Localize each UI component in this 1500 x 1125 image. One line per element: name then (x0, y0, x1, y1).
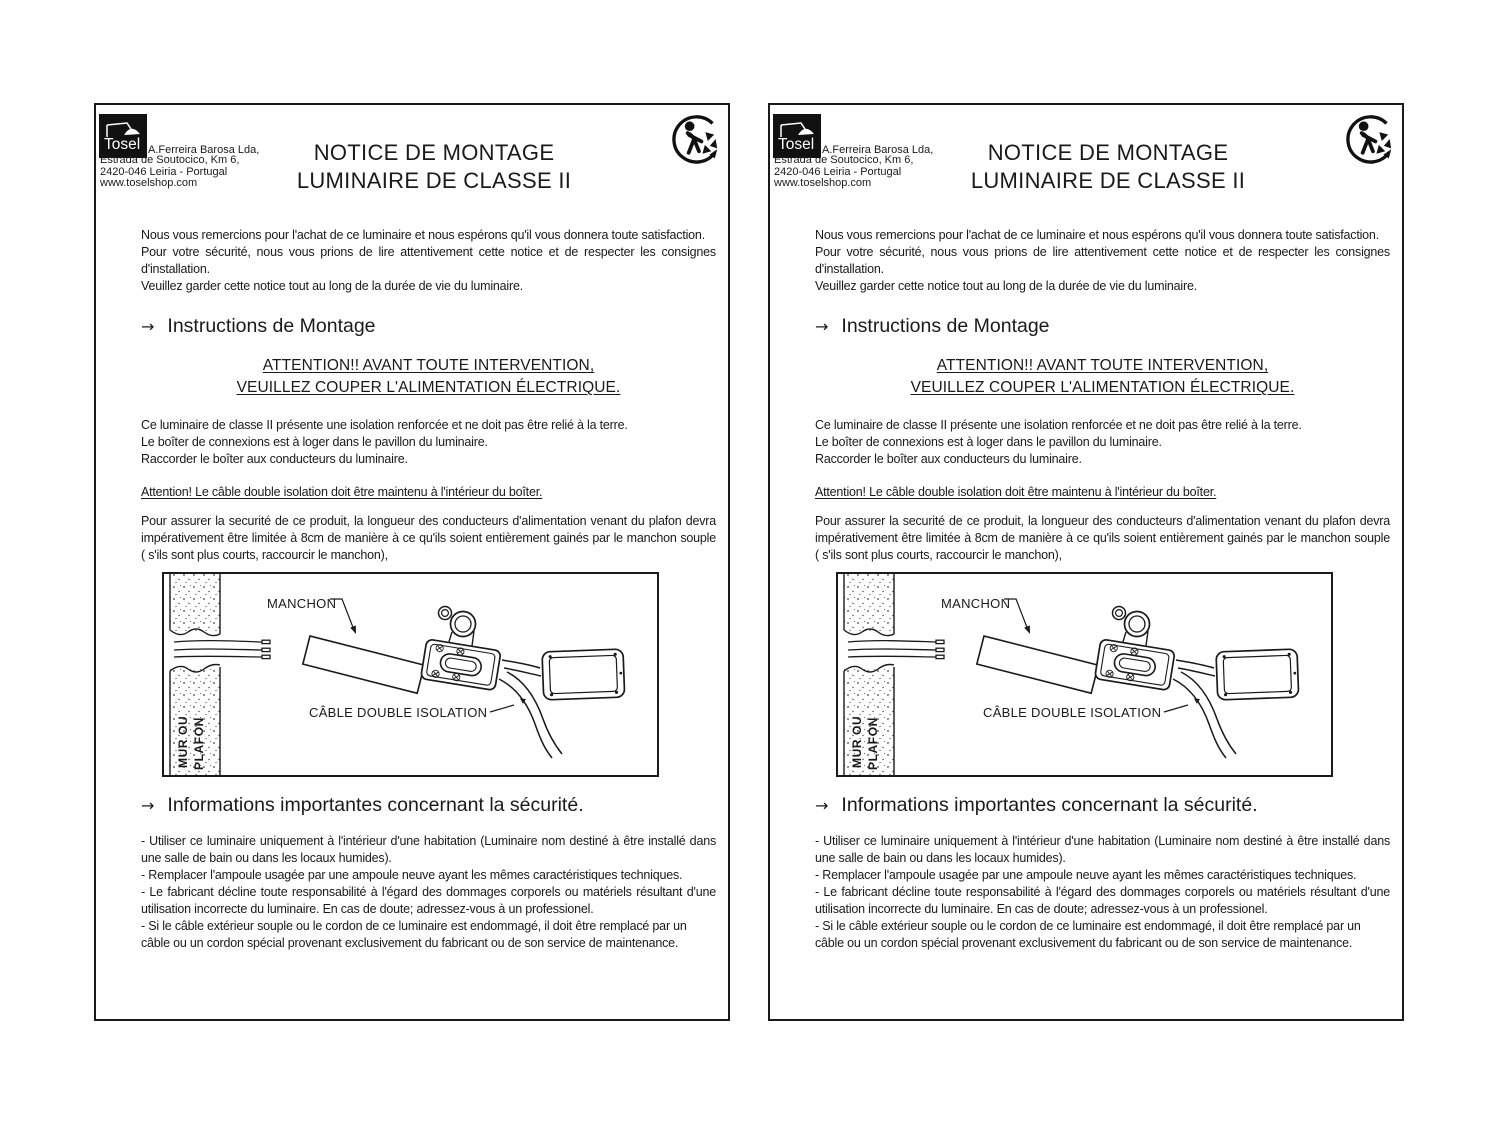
attention-warning (141, 355, 716, 399)
section-heading-security (815, 792, 1390, 818)
company-address-city: 2420-046 Leiria - Portugal (774, 165, 902, 178)
company-address-city: 2420-046 Leiria - Portugal (100, 165, 228, 178)
arrow-right-icon: → (141, 317, 155, 336)
notice-page (768, 103, 1404, 1021)
attention-warning-line2: VEUILLEZ COUPER L'ALIMENTATION ÉLECTRIQUE. (236, 379, 621, 396)
diagram-label-manchon: MANCHON (941, 596, 1011, 611)
safety-list (815, 833, 1390, 952)
class2-paragraph (815, 417, 1390, 468)
safety-item-4: - Si le câble extérieur souple ou le cordon de ce luminaire est endommagé, il doit être remplacé par un câble ou un cordon spécial provenant exclusivement du fabricant ou de son service de maintenance. (141, 919, 687, 950)
diagram-label-manchon: MANCHON (267, 596, 337, 611)
logo-brand-text: Tosel (778, 136, 815, 153)
document-title-line2: LUMINAIRE DE CLASSE II (296, 168, 572, 193)
intro-paragraph-3: Veuillez garder cette notice tout au long de la durée de vie du luminaire. (815, 279, 1197, 293)
section-heading-security-label: Informations importantes concernant la sécurité. (841, 794, 1258, 816)
installation-diagram (836, 572, 1333, 777)
page-content (96, 227, 728, 952)
safety-item-3: - Le fabricant décline toute responsabilité à l'égard des dommages corporels ou matériels résultant d'une utilisation incorrecte du luminaire. En cas de doute; adressez-vous à un professionel. (141, 885, 716, 916)
safety-item-4: - Si le câble extérieur souple ou le cordon de ce luminaire est endommagé, il doit être remplacé par un câble ou un cordon spécial provenant exclusivement du fabricant ou de son service de maintenance. (815, 919, 1361, 950)
attention-warning-line2: VEUILLEZ COUPER L'ALIMENTATION ÉLECTRIQUE. (910, 379, 1295, 396)
intro-paragraph-3: Veuillez garder cette notice tout au long de la durée de vie du luminaire. (141, 279, 523, 293)
attention-warning-line1: ATTENTION!! AVANT TOUTE INTERVENTION, (262, 357, 595, 374)
cable-warning: Attention! Le câble double isolation doit être maintenu à l'intérieur du boîter. (815, 485, 1217, 499)
safety-item-2: - Remplacer l'ampoule usagée par une ampoule neuve ayant les mêmes caractéristiques techniques. (141, 868, 683, 882)
page-header (96, 105, 728, 227)
logo-brand-text: Tosel (104, 136, 141, 153)
cover-box (1216, 649, 1299, 700)
triman-recycling-icon (1344, 112, 1399, 167)
notice-page (94, 103, 730, 1021)
arrow-right-icon: → (815, 317, 829, 336)
class2-line-2: Le boîter de connexions est à loger dans le pavillon du luminaire. (815, 435, 1162, 449)
cable-warning: Attention! Le câble double isolation doit être maintenu à l'intérieur du boîter. (141, 485, 543, 499)
tosel-logo (99, 114, 147, 158)
document-title (860, 139, 1356, 195)
intro-paragraph-2: Pour votre sécurité, nous vous prions de lire attentivement cette notice et de respecter les consignes d'installation. (815, 245, 1390, 276)
intro-paragraph-2: Pour votre sécurité, nous vous prions de lire attentivement cette notice et de respecter les consignes d'installation. (141, 245, 716, 276)
company-website: www.toselshop.com (774, 177, 872, 190)
intro-paragraph-1: Nous vous remercions pour l'achat de ce luminaire et nous espérons qu'il vous donnera toute satisfaction. (141, 228, 705, 242)
class2-line-1: Ce luminaire de classe II présente une isolation renforcée et ne doit pas être relié à la terre. (141, 418, 628, 432)
document-title (186, 139, 682, 195)
attention-warning (815, 355, 1390, 399)
safety-list (141, 833, 716, 952)
diagram-label-cable: CÂBLE DOUBLE ISOLATION (983, 705, 1162, 720)
safety-item-1: - Utiliser ce luminaire uniquement à l'intérieur d'une habitation (Luminaire nom destiné à être installé dans une salle de bain ou dans les locaux humides). (815, 834, 1390, 865)
arrow-right-icon: → (815, 796, 829, 815)
diagram-label-wall-line1: MUR OU (176, 715, 190, 768)
company-website: www.toselshop.com (100, 177, 198, 190)
diagram-label-wall-line1: MUR OU (850, 715, 864, 768)
diagram-label-wall-line2: PLAFON (192, 717, 206, 770)
company-name: A.Ferreira Barosa Lda, (822, 144, 934, 156)
section-heading-montage (141, 313, 716, 339)
page-header (770, 105, 1402, 227)
company-name: A.Ferreira Barosa Lda, (148, 144, 260, 156)
cover-box (542, 649, 625, 700)
section-heading-montage-label: Instructions de Montage (841, 315, 1050, 337)
page-content (770, 227, 1402, 952)
document-page-left (94, 103, 730, 1021)
document-title-line1: NOTICE DE MONTAGE (313, 140, 555, 165)
section-heading-security (141, 792, 716, 818)
arrow-right-icon: → (141, 796, 155, 815)
intro-paragraph-1: Nous vous remercions pour l'achat de ce luminaire et nous espérons qu'il vous donnera toute satisfaction. (815, 228, 1379, 242)
safety-item-3: - Le fabricant décline toute responsabilité à l'égard des dommages corporels ou matériels résultant d'une utilisation incorrecte du luminaire. En cas de doute; adressez-vous à un professionel. (815, 885, 1390, 916)
manchon-paragraph: Pour assurer la securité de ce produit, la longueur des conducteurs d'alimentation venant du plafon devra impérativement être limitée à 8cm de manière à ce qu'ils soient entièrement gainés par le manchon souple ( s'ils sont plus courts, raccourcir le manchon), (141, 514, 716, 562)
class2-line-2: Le boîter de connexions est à loger dans le pavillon du luminaire. (141, 435, 488, 449)
company-address-street: Estrada de Soutocico, Km 6, (100, 154, 240, 166)
class2-paragraph (141, 417, 716, 468)
document-title-line1: NOTICE DE MONTAGE (987, 140, 1229, 165)
class2-line-3: Raccorder le boîter aux conducteurs du luminaire. (141, 452, 408, 466)
section-heading-montage-label: Instructions de Montage (167, 315, 376, 337)
safety-item-2: - Remplacer l'ampoule usagée par une ampoule neuve ayant les mêmes caractéristiques techniques. (815, 868, 1357, 882)
section-heading-security-label: Informations importantes concernant la sécurité. (167, 794, 584, 816)
triman-recycling-icon (670, 112, 725, 167)
class2-line-1: Ce luminaire de classe II présente une isolation renforcée et ne doit pas être relié à la terre. (815, 418, 1302, 432)
manchon-paragraph: Pour assurer la securité de ce produit, la longueur des conducteurs d'alimentation venant du plafon devra impérativement être limitée à 8cm de manière à ce qu'ils soient entièrement gainés par le manchon souple ( s'ils sont plus courts, raccourcir le manchon), (815, 514, 1390, 562)
document-title-line2: LUMINAIRE DE CLASSE II (970, 168, 1246, 193)
company-address-street: Estrada de Soutocico, Km 6, (774, 154, 914, 166)
class2-line-3: Raccorder le boîter aux conducteurs du luminaire. (815, 452, 1082, 466)
installation-diagram (162, 572, 659, 777)
document-page-right (768, 103, 1404, 1021)
section-heading-montage (815, 313, 1390, 339)
attention-warning-line1: ATTENTION!! AVANT TOUTE INTERVENTION, (936, 357, 1269, 374)
diagram-label-cable: CÂBLE DOUBLE ISOLATION (309, 705, 488, 720)
safety-item-1: - Utiliser ce luminaire uniquement à l'intérieur d'une habitation (Luminaire nom destiné à être installé dans une salle de bain ou dans les locaux humides). (141, 834, 716, 865)
diagram-label-wall-line2: PLAFON (866, 717, 880, 770)
tosel-logo (773, 114, 821, 158)
